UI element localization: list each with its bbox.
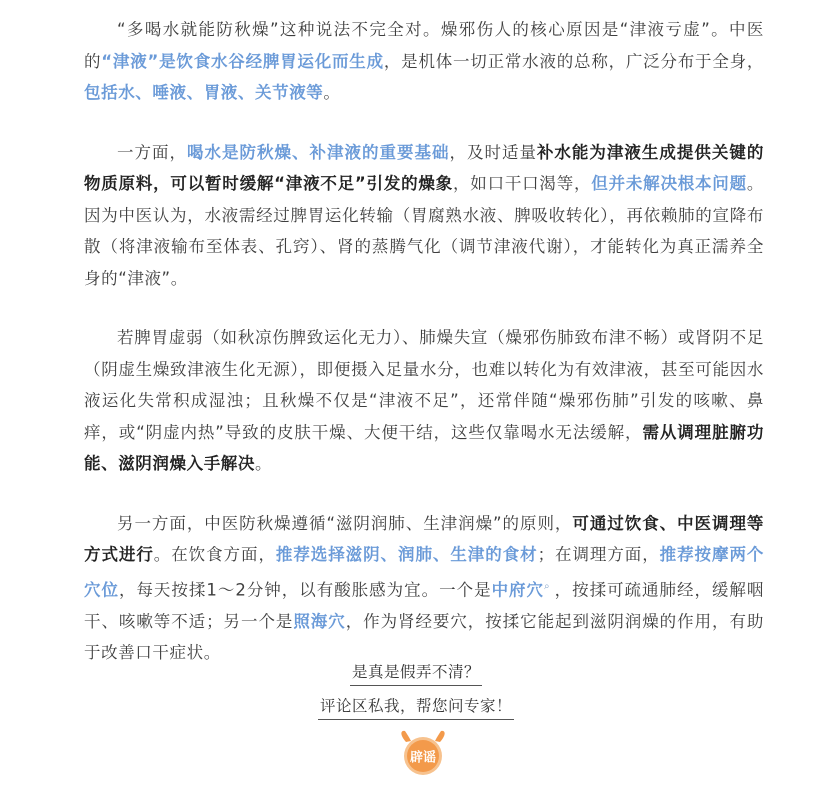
text-segment: 另一方面，中医防秋燥遵循“滋阴润肺、生津润燥”的原则， [117,513,573,533]
paragraph-4 [84,508,764,669]
text-segment: ，如口干口渴等， [453,174,592,193]
highlight-jinye-definition: “津液”是饮食水谷经脾胃运化而生成 [101,51,384,71]
badge-ear-left [401,731,411,742]
bold-organ-regulation: 需从调理脏腑功能、滋阴润燥入手解决 [84,422,764,473]
text-segment: ，作为肾经要穴，按揉它能起到滋阴润燥的作用，有助于改善口干症状。 [84,611,765,662]
text-segment: 。 [323,83,341,102]
text-segment: ，按揉可疏通肺经，缓解咽干、咳嗽等不适；另一个是 [84,580,764,631]
bold-water-relief: 补水能为津液生成提供关键的物质原料，可以暂时缓解“津液不足”引发的燥象 [84,142,764,193]
highlight-water-basis: 喝水是防秋燥、补津液的重要基础 [187,142,450,162]
text-segment: “多喝水就能防秋燥”这种说法不完全对。燥邪伤人的核心原因是“津液亏虚”。中医的 [84,20,764,71]
text-segment: 若脾胃虚弱（如秋凉伤脾致运化无力）、肺燥失宣（燥邪伤肺致布津不畅）或肾阴不足（阴虚生燥致津液生化无源），即便摄入足量水分，也难以转化为有效津液，甚至可能因水液运化失常积成湿浊；且秋燥不仅是“津液不足”，还常伴随“燥邪伤肺”引发的咳嗽、鼻痒，或“阴虚内热”导致的皮肤干燥、大便干结，这些仅靠喝水无法缓解， [84,328,764,442]
text-segment: 一方面， [117,142,187,162]
text-segment: 。 [255,454,273,473]
acupoint-zhaohai: 照海穴 [293,611,346,631]
highlight-acupoint-recommendation: 推荐按摩两个穴位 [84,545,764,599]
text-segment: ，是机体一切正常水液的总称，广泛分布于全身， [383,51,765,71]
rumor-badge-icon [393,728,453,778]
highlight-food-recommendation: 推荐选择滋阴、润肺、生津的食材 [275,545,538,564]
paragraph-2 [84,137,764,295]
text-segment: ，每天按揉1～2分钟，以有酸胀感为宜。一个是 [118,580,492,599]
text-segment: 。在饮食方面， [153,545,276,564]
magnifier-icon[interactable]: ⌕ [544,580,551,592]
text-segment: ；在调理方面， [537,545,660,564]
highlight-not-root-solution: 但并未解决根本问题 [591,174,747,193]
badge-ear-right [435,731,445,742]
badge-label: 辟谣 [409,750,437,766]
bold-methods: 可通过饮食、中医调理等方式进行 [84,513,764,564]
text-segment: ，及时适量 [449,142,537,162]
acupoint-zhongfu-link[interactable]: 中府穴 [491,580,545,599]
footer-cta [0,660,832,720]
footer-line-1: 是真是假弄不清？ [350,660,482,686]
paragraph-1 [84,14,764,109]
paragraph-3 [84,322,764,480]
article-body [84,14,764,697]
footer-line-2: 评论区私我，帮您问专家！ [318,694,514,720]
highlight-jinye-examples: 包括水、唾液、胃液、关节液等 [84,83,324,102]
text-segment: 。因为中医认为，水液需经过脾胃运化转输（胃腐熟水液、脾吸收转化），再依赖肺的宣降布散（将津液输布至体表、孔窍）、肾的蒸腾气化（调节津液代谢），才能转化为真正濡养全身的“津液”。 [84,174,764,288]
